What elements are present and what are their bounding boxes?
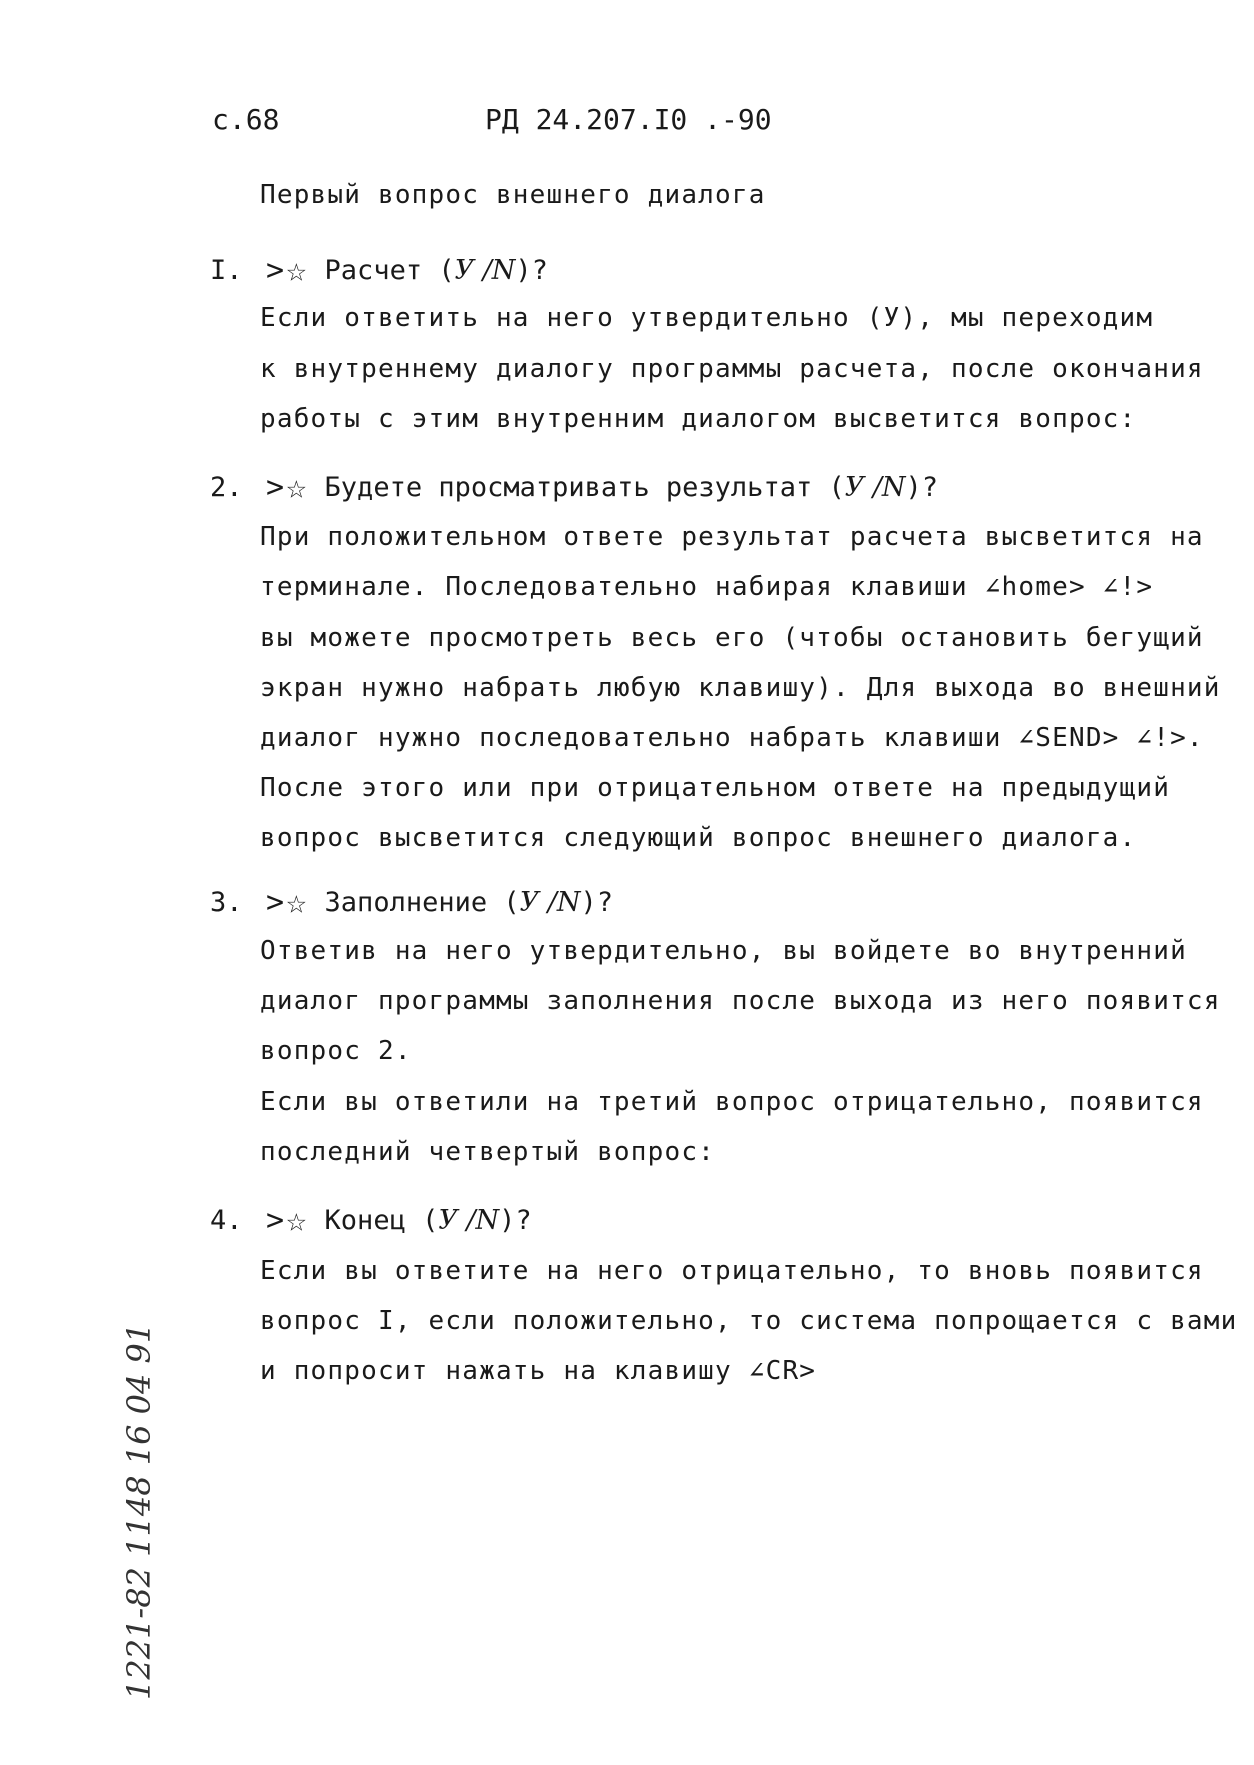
yes-no-options: У /N <box>438 1204 500 1236</box>
question-close: )? <box>499 1204 532 1236</box>
body-line: вопрос I, если положительно, то система попрощается с вами <box>260 1306 1238 1336</box>
body-line: Если вы ответите на него отрицательно, то вновь появится <box>260 1256 1204 1286</box>
question-number: 4. <box>210 1204 243 1236</box>
body-line: экран нужно набрать любую клавишу). Для выхода во внешний <box>260 673 1221 703</box>
body-line: к внутреннему диалогу программы расчета, после окончания <box>260 354 1204 384</box>
question-1 <box>210 250 548 290</box>
yes-no-options: У /N <box>519 886 581 918</box>
body-line: Ответив на него утвердительно, вы войдете во внутренний <box>260 936 1187 966</box>
handwritten-margin-note: 1221-82 1148 16 04 91 <box>120 1322 158 1700</box>
prompt-arrow-icon: > <box>266 1202 285 1238</box>
yes-no-options: У /N <box>454 254 516 286</box>
star-icon: ☆ <box>286 467 307 507</box>
yes-no-options: У /N <box>844 471 906 503</box>
question-title: Расчет ( <box>324 254 455 286</box>
question-number: 2. <box>210 471 243 503</box>
body-line: и попросит нажать на клавишу ∠CR> <box>260 1356 817 1386</box>
question-number: 3. <box>210 886 243 918</box>
document-code: РД 24.207.I0 .-90 <box>485 103 772 136</box>
prompt-arrow-icon: > <box>266 469 285 505</box>
intro-heading: Первый вопрос внешнего диалога <box>260 180 766 210</box>
question-close: )? <box>580 886 613 918</box>
page-number: с.68 <box>212 103 280 136</box>
question-number: I. <box>210 254 243 286</box>
body-line: вы можете просмотреть весь его (чтобы остановить бегущий <box>260 623 1204 653</box>
body-line: Если ответить на него утвердительно (У), мы переходим <box>260 303 1154 333</box>
star-icon: ☆ <box>286 250 307 290</box>
question-title: Будете просматривать результат ( <box>324 471 845 503</box>
body-line: диалог нужно последовательно набрать клавиши ∠SEND> ∠!>. <box>260 723 1204 753</box>
body-line: вопрос высветится следующий вопрос внешнего диалога. <box>260 823 1137 853</box>
question-close: )? <box>515 254 548 286</box>
question-3 <box>210 882 613 922</box>
body-line: последний четвертый вопрос: <box>260 1137 716 1167</box>
body-line: Если вы ответили на третий вопрос отрицательно, появится <box>260 1087 1204 1117</box>
star-icon: ☆ <box>286 882 307 922</box>
body-line: работы с этим внутренним диалогом высветится вопрос: <box>260 404 1137 434</box>
question-title: Заполнение ( <box>324 886 520 918</box>
prompt-arrow-icon: > <box>266 884 285 920</box>
question-4 <box>210 1200 532 1240</box>
body-line: диалог программы заполнения после выхода из него появится <box>260 986 1221 1016</box>
body-line: При положительном ответе результат расчета высветится на <box>260 522 1204 552</box>
question-2 <box>210 467 938 507</box>
body-line: терминале. Последовательно набирая клавиши ∠home> ∠!> <box>260 572 1154 602</box>
question-close: )? <box>905 471 939 503</box>
body-line: После этого или при отрицательном ответе на предыдущий <box>260 773 1171 803</box>
question-title: Конец ( <box>324 1204 439 1236</box>
body-line: вопрос 2. <box>260 1036 412 1066</box>
star-icon: ☆ <box>286 1200 307 1240</box>
prompt-arrow-icon: > <box>266 252 285 288</box>
